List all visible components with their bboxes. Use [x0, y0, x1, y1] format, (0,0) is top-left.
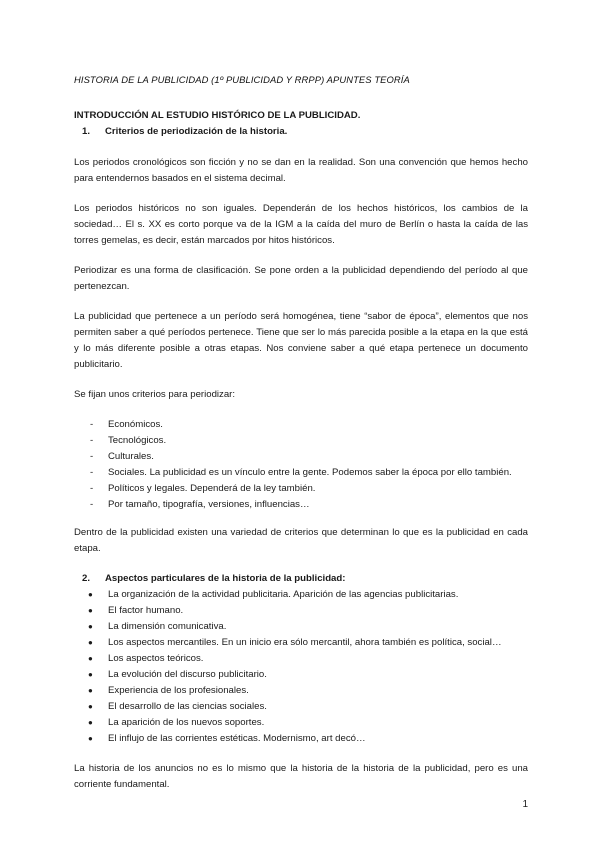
- dash-marker: -: [90, 419, 94, 430]
- bullet-icon: ●: [88, 654, 93, 663]
- list-item: [74, 465, 528, 481]
- list-item-text: Culturales.: [108, 451, 154, 462]
- list-item: [74, 699, 528, 715]
- dash-marker: -: [90, 435, 94, 446]
- paragraph: Los periodos cronológicos son ficción y no se dan en la realidad. Son una convención que hemos hecho para entendernos basados en el sistema decimal.: [74, 157, 528, 184]
- bullet-icon: ●: [88, 718, 93, 727]
- bullet-icon: ●: [88, 702, 93, 711]
- dash-marker: -: [90, 483, 94, 494]
- section-1-heading: [74, 124, 528, 140]
- list-item-text: La dimensión comunicativa.: [108, 621, 227, 632]
- paragraph: Periodizar es una forma de clasificación. Se pone orden a la publicidad dependiendo del período al que pertenezcan.: [74, 265, 528, 292]
- bullet-icon: ●: [88, 734, 93, 743]
- list-item-text: La aparición de los nuevos soportes.: [108, 717, 265, 728]
- bullet-icon: ●: [88, 606, 93, 615]
- paragraph: Se fijan unos criterios para periodizar:: [74, 389, 236, 400]
- list-item: [74, 587, 528, 603]
- list-item-text: Los aspectos mercantiles. En un inicio era sólo mercantil, ahora también es política, social…: [108, 637, 502, 648]
- main-title: INTRODUCCIÓN AL ESTUDIO HISTÓRICO DE LA PUBLICIDAD.: [74, 110, 361, 121]
- section-2-heading: [74, 571, 528, 587]
- list-item: [74, 635, 528, 651]
- list-item-text: Por tamaño, tipografía, versiones, influencias…: [108, 499, 310, 510]
- list-item-text: La organización de la actividad publicitaria. Aparición de las agencias publicitarias.: [108, 589, 459, 600]
- section-2-title: Aspectos particulares de la historia de la publicidad:: [105, 573, 346, 584]
- list-item-text: Económicos.: [108, 419, 163, 430]
- list-item-text: Tecnológicos.: [108, 435, 167, 446]
- list-item-text: La evolución del discurso publicitario.: [108, 669, 267, 680]
- list-item-text: Experiencia de los profesionales.: [108, 685, 249, 696]
- list-item: [74, 715, 528, 731]
- aspects-list: [74, 587, 528, 747]
- list-item: [74, 731, 528, 747]
- criteria-list: [74, 417, 528, 513]
- list-item: [74, 667, 528, 683]
- list-item-text: Sociales. La publicidad es un vínculo entre la gente. Podemos saber la época por ello también.: [108, 467, 512, 478]
- list-item: [74, 683, 528, 699]
- section-1-number: 1.: [82, 126, 91, 137]
- dash-marker: -: [90, 467, 94, 478]
- page-number: 1: [522, 799, 528, 810]
- list-item: [74, 497, 528, 513]
- paragraph: Los periodos históricos no son iguales. Dependerán de los hechos históricos, los cambios de la sociedad… El s. XX es corto porque va de la IGM a la caída del muro de Berlín o hasta la caída de las torres gemelas, es decir, están marcados por hitos históricos.: [74, 203, 528, 246]
- paragraph: La historia de los anuncios no es lo mismo que la historia de la historia de la publicidad, pero es una corriente fundamental.: [74, 763, 528, 790]
- list-item: [74, 651, 528, 667]
- section-2-number: 2.: [82, 573, 91, 584]
- bullet-icon: ●: [88, 638, 93, 647]
- list-item: [74, 619, 528, 635]
- list-item: [74, 603, 528, 619]
- dash-marker: -: [90, 499, 94, 510]
- list-item-text: El desarrollo de las ciencias sociales.: [108, 701, 267, 712]
- bullet-icon: ●: [88, 622, 93, 631]
- list-item-text: Políticos y legales. Dependerá de la ley también.: [108, 483, 316, 494]
- bullet-icon: ●: [88, 590, 93, 599]
- list-item: [74, 449, 528, 465]
- document-header: HISTORIA DE LA PUBLICIDAD (1º PUBLICIDAD Y RRPP) APUNTES TEORÍA: [74, 74, 410, 85]
- bullet-icon: ●: [88, 686, 93, 695]
- list-item: [74, 433, 528, 449]
- list-item: [74, 481, 528, 497]
- bullet-icon: ●: [88, 670, 93, 679]
- list-item-text: El influjo de las corrientes estéticas. Modernismo, art decó…: [108, 733, 366, 744]
- list-item-text: Los aspectos teóricos.: [108, 653, 204, 664]
- section-1-title: Criterios de periodización de la historia.: [105, 126, 288, 137]
- list-item-text: El factor humano.: [108, 605, 184, 616]
- paragraph: Dentro de la publicidad existen una variedad de criterios que determinan lo que es la publicidad en cada etapa.: [74, 527, 528, 554]
- paragraph: La publicidad que pertenece a un período será homogénea, tiene “sabor de época”, elementos que nos permiten saber a qué períodos pertenece. Tiene que ser lo más parecida posible a la etapa en la que está y lo más diferente posible a otras etapas. Nos conviene saber a qué etapa pertenece un documento publicitario.: [74, 311, 528, 370]
- list-item: [74, 417, 528, 433]
- dash-marker: -: [90, 451, 94, 462]
